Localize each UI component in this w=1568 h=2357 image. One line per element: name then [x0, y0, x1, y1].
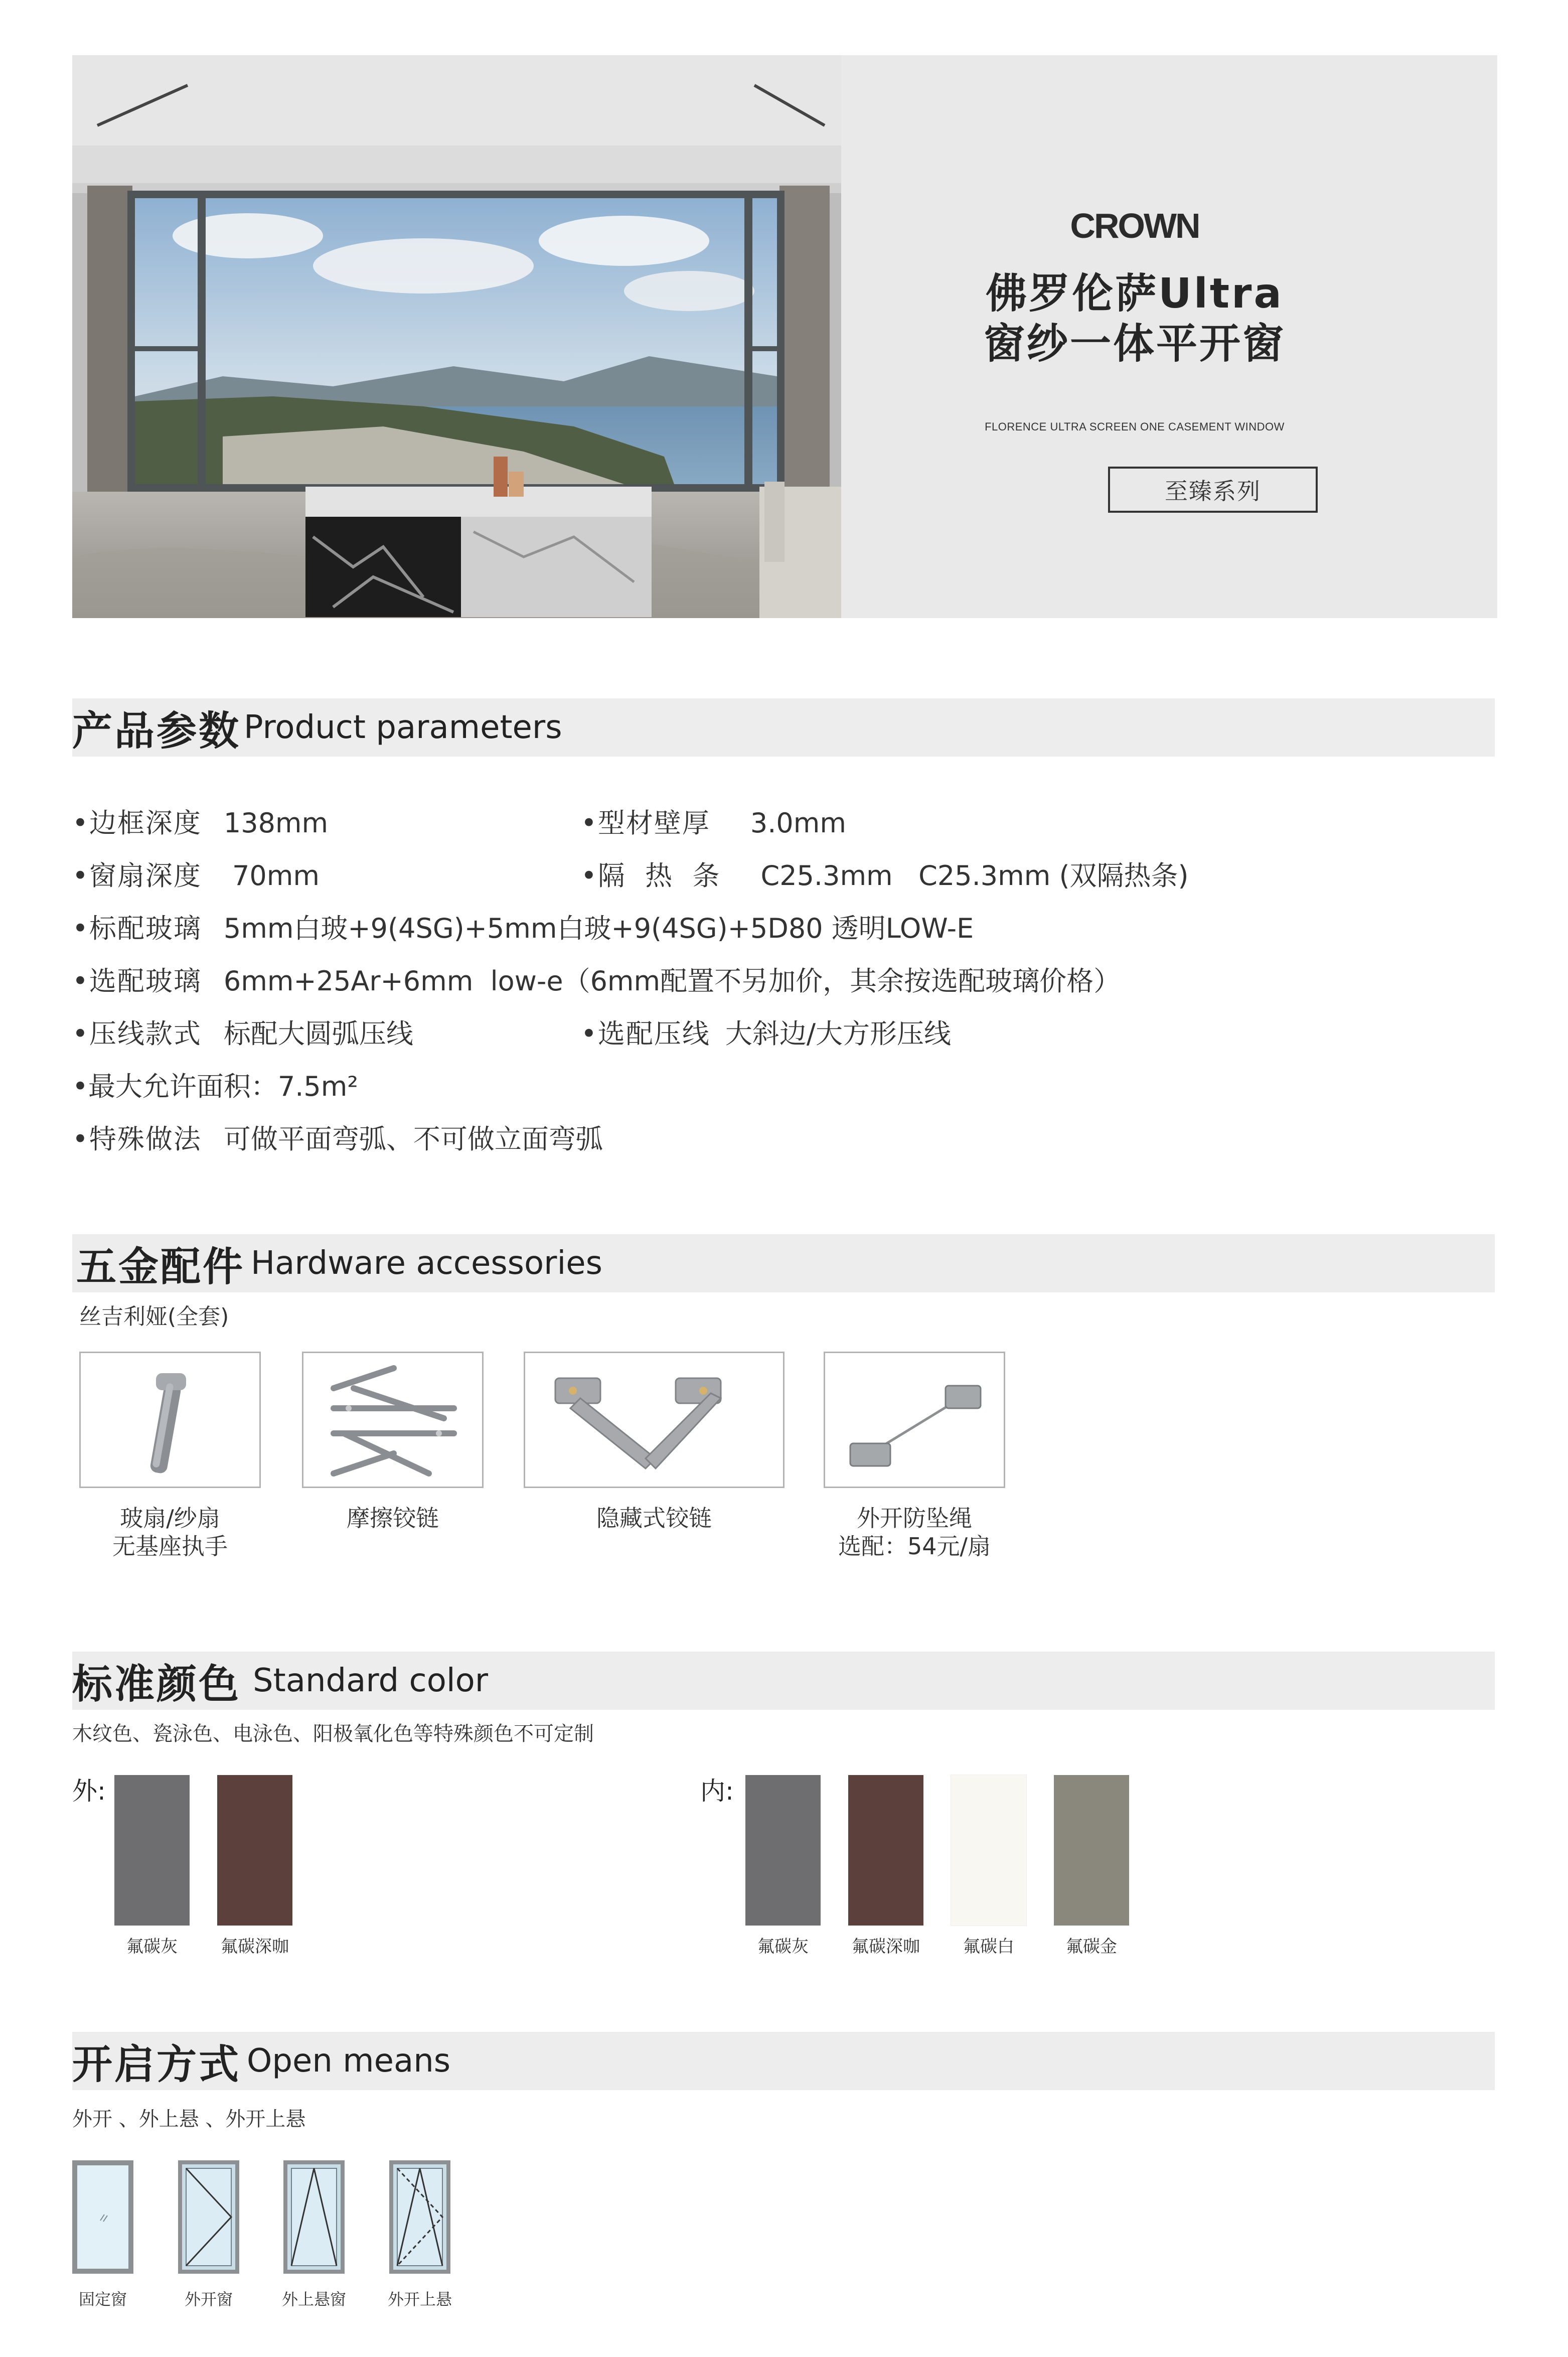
color-swatch-label: 氟碳金	[1066, 1937, 1117, 1957]
color-swatch	[217, 1775, 292, 1926]
section-title-cn: 产品参数	[72, 707, 241, 755]
window-label-casement: 外开窗	[184, 2290, 233, 2309]
casement-window-icon	[178, 2160, 239, 2274]
hardware-concealed-hinge-image	[524, 1352, 785, 1488]
inner-color-label: 内:	[700, 1777, 734, 1806]
param-sash-depth: •窗扇深度 70mm	[72, 860, 320, 892]
friction-hinge-icon	[303, 1353, 482, 1487]
section-header-color	[72, 1652, 1495, 1710]
product-subtitle: FLORENCE ULTRA SCREEN ONE CASEMENT WINDOW	[985, 420, 1285, 433]
concealed-hinge-icon	[525, 1353, 783, 1487]
section-title-cn: 开启方式	[72, 2041, 241, 2088]
param-max-area: •最大允许面积：7.5m²	[72, 1071, 358, 1102]
color-swatch-label: 氟碳深咖	[221, 1937, 289, 1957]
tilt-turn-window-icon	[389, 2160, 450, 2274]
hardware-anti-fall-rope-image	[824, 1352, 1005, 1488]
param-optional-glass: •选配玻璃 6mm+25Ar+6mm low-e（6mm配置不另加价，其余按选配玻璃价格）	[72, 965, 1121, 997]
color-note: 木纹色、瓷泳色、电泳色、阳极氧化色等特殊颜色不可定制	[72, 1722, 594, 1745]
anti-fall-rope-icon	[825, 1353, 1004, 1487]
param-special-method: •特殊做法 可做平面弯弧、不可做立面弯弧	[72, 1123, 603, 1155]
hardware-handle-image	[79, 1352, 261, 1488]
param-optional-bead: •选配压线 大斜边/大方形压线	[581, 1018, 952, 1050]
hardware-caption-handle: 玻扇/纱扇 无基座执手	[112, 1505, 228, 1560]
color-swatch	[848, 1775, 923, 1926]
param-frame-depth: •边框深度 138mm	[72, 807, 329, 839]
window-label-tilt-turn: 外开上悬	[387, 2290, 452, 2309]
hardware-caption-concealed-hinge: 隐藏式铰链	[596, 1505, 712, 1532]
hero-text-panel	[841, 55, 1497, 618]
brand-logo: CROWN	[1070, 206, 1199, 245]
hardware-friction-hinge-image	[302, 1352, 484, 1488]
param-standard-glass: •标配玻璃 5mm白玻+9(4SG)+5mm白玻+9(4SG)+5D80 透明LOW-E	[72, 913, 974, 944]
handle-icon	[81, 1353, 259, 1487]
color-swatch	[745, 1775, 821, 1926]
color-swatch-label: 氟碳深咖	[852, 1937, 920, 1957]
color-swatch	[114, 1775, 190, 1926]
window-label-fixed: 固定窗	[78, 2290, 127, 2309]
product-title-line1: 佛罗伦萨Ultra	[986, 270, 1284, 318]
color-swatch-label: 氟碳灰	[126, 1937, 178, 1957]
param-bead-style: •压线款式 标配大圆弧压线	[72, 1018, 413, 1050]
section-title-cn: 五金配件	[76, 1243, 245, 1290]
series-tag: 至臻系列	[1108, 467, 1318, 513]
color-swatch-label: 氟碳白	[963, 1937, 1014, 1957]
section-title-en: Open means	[247, 2042, 451, 2080]
section-title-cn: 标准颜色	[72, 1661, 241, 1708]
window-label-top-hung: 外上悬窗	[281, 2290, 346, 2309]
product-title-line2: 窗纱一体平开窗	[983, 320, 1286, 368]
top-hung-window-icon	[283, 2160, 345, 2274]
section-header-open	[72, 2032, 1495, 2090]
outer-color-label: 外:	[72, 1777, 106, 1806]
living-room-illustration	[72, 55, 841, 618]
param-thermal-strip: •隔 热 条 C25.3mm C25.3mm (双隔热条)	[581, 860, 1189, 892]
color-swatch-label: 氟碳灰	[757, 1937, 809, 1957]
living-room-photo	[72, 55, 841, 618]
color-swatch	[1054, 1775, 1129, 1926]
section-header-params	[72, 698, 1495, 757]
section-title-en: Product parameters	[244, 709, 562, 746]
open-means-note: 外开 、外上悬 、外开上悬	[72, 2108, 306, 2131]
hardware-caption-friction-hinge: 摩擦铰链	[347, 1505, 439, 1532]
param-wall-thickness: •型材壁厚 3.0mm	[581, 807, 846, 839]
hero-banner	[72, 55, 1497, 618]
section-header-hardware	[72, 1234, 1495, 1292]
hardware-caption-anti-fall-rope: 外开防坠绳 选配：54元/扇	[838, 1505, 991, 1560]
color-swatch	[951, 1775, 1026, 1926]
fixed-window-icon	[72, 2160, 133, 2274]
hardware-brand-note: 丝吉利娅(全套)	[79, 1304, 229, 1330]
section-title-en: Hardware accessories	[251, 1245, 602, 1282]
section-title-en: Standard color	[253, 1662, 489, 1699]
